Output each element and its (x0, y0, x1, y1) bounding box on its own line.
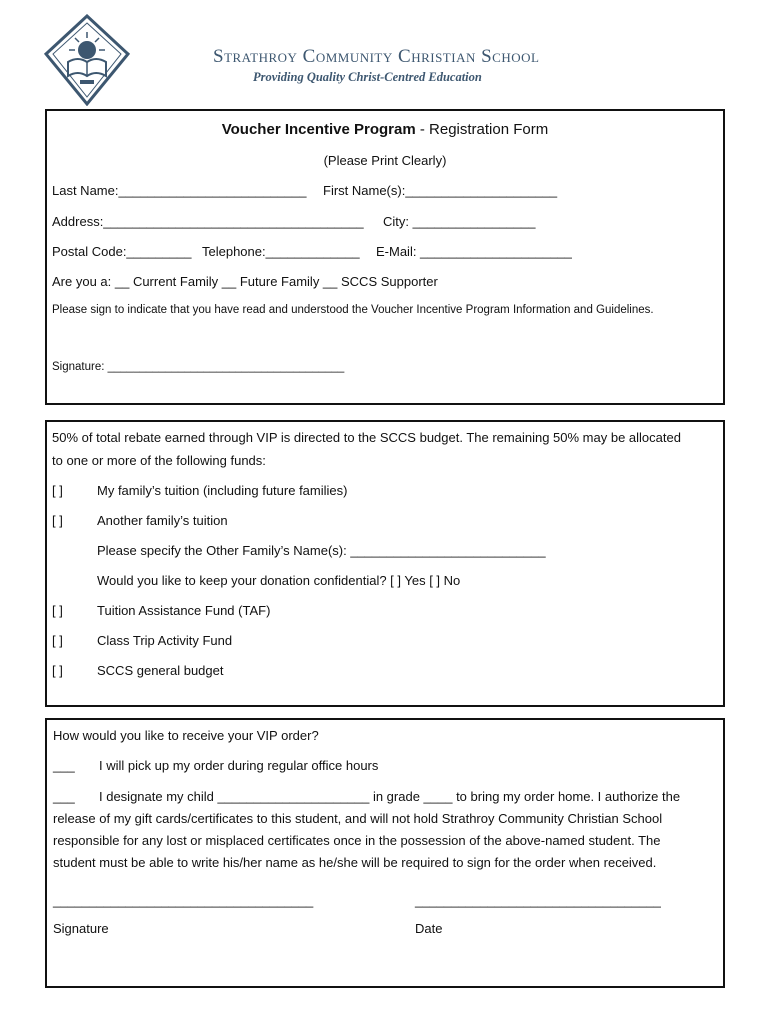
registration-section (45, 109, 725, 405)
checkbox-family-tuition[interactable]: [ ] (52, 483, 63, 498)
form-title: Voucher Incentive Program - Registration Form (221, 121, 549, 138)
designate-line2: release of my gift cards/certificates to this student, and will not hold Strathroy Community Christian School (53, 811, 663, 826)
option-family-tuition: My family’s tuition (including future families) (97, 483, 348, 498)
sign-note: Please sign to indicate that you have read and understood the Voucher Incentive Program Information and Guidelines. (52, 304, 654, 316)
checkbox-class-trip[interactable]: [ ] (52, 633, 63, 648)
pickup-option: I will pick up my order during regular office hours (99, 758, 379, 773)
pickup-blank[interactable]: ___ (53, 758, 75, 773)
checkbox-general-budget[interactable]: [ ] (52, 663, 63, 678)
funds-intro-line1: 50% of total rebate earned through VIP is directed to the SCCS budget. The remaining 50% may be allocated (52, 430, 681, 445)
order-signature-line[interactable]: ____________________________________ (53, 893, 314, 908)
option-class-trip: Class Trip Activity Fund (97, 633, 233, 648)
checkbox-taf[interactable]: [ ] (52, 603, 63, 618)
confidential-question[interactable]: Would you like to keep your donation confidential? [ ] Yes [ ] No (97, 573, 461, 588)
school-logo (44, 14, 130, 106)
order-section (45, 718, 725, 988)
designate-line4: student must be able to write his/her name as he/she will be required to sign for the order when received. (53, 855, 657, 870)
last-name-field[interactable]: Last Name:__________________________ (52, 183, 307, 198)
signature-field[interactable]: Signature: _____________________________________ (52, 361, 345, 373)
form-subtitle: (Please Print Clearly) (323, 153, 447, 168)
email-field[interactable]: E-Mail: _____________________ (376, 244, 572, 259)
city-field[interactable]: City: _________________ (383, 214, 536, 229)
checkbox-another-family[interactable]: [ ] (52, 513, 63, 528)
school-tagline: Providing Quality Christ-Centred Education (253, 70, 482, 84)
other-family-name-field[interactable]: Please specify the Other Family’s Name(s): ___________________________ (97, 543, 546, 558)
designate-option[interactable]: I designate my child _____________________ in grade ____ to bring my order home. I authorize the (99, 789, 681, 804)
order-date-label: Date (415, 921, 443, 936)
telephone-field[interactable]: Telephone:_____________ (202, 244, 360, 259)
option-general-budget: SCCS general budget (97, 663, 224, 678)
option-another-family: Another family’s tuition (97, 513, 228, 528)
postal-code-field[interactable]: Postal Code:_________ (52, 244, 192, 259)
order-date-line[interactable]: __________________________________ (415, 893, 661, 908)
affiliation-options[interactable]: Are you a: __ Current Family __ Future Family __ SCCS Supporter (52, 274, 438, 289)
school-name: Strathroy Community Christian School (213, 46, 540, 67)
address-field[interactable]: Address:____________________________________ (52, 214, 364, 229)
order-question: How would you like to receive your VIP order? (53, 728, 319, 743)
option-taf: Tuition Assistance Fund (TAF) (97, 603, 271, 618)
order-signature-label: Signature (53, 921, 109, 936)
designate-line3: responsible for any lost or misplaced certificates once in the possession of the above-named student. The (53, 833, 661, 848)
designate-blank[interactable]: ___ (53, 789, 75, 804)
funds-intro-line2: to one or more of the following funds: (52, 453, 266, 468)
first-name-field[interactable]: First Name(s):_____________________ (323, 183, 558, 198)
funds-section (45, 420, 725, 707)
